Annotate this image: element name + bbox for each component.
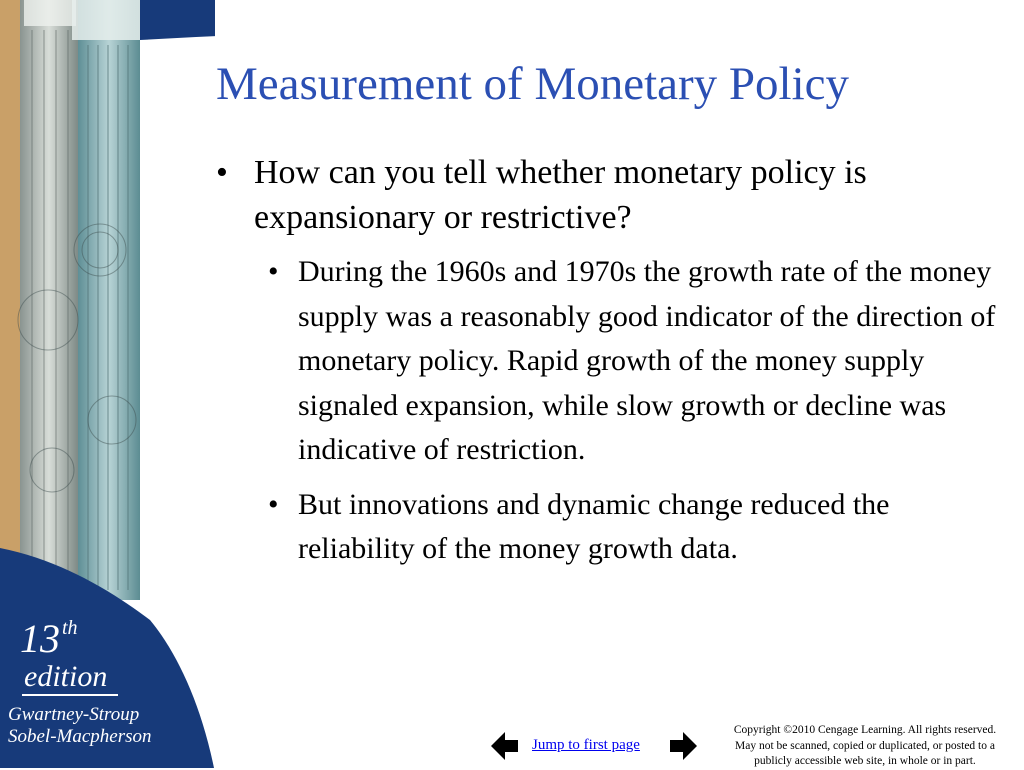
sub-bullet-list xyxy=(266,250,1006,572)
edition-badge xyxy=(20,606,107,693)
bullet-text: How can you tell whether monetary policy is expansionary or restrictive? xyxy=(254,154,867,236)
copyright-line-1: Copyright ©2010 Cengage Learning. All rights reserved. xyxy=(733,724,997,736)
sub-bullet-text: But innovations and dynamic change reduced the reliability of the money growth data. xyxy=(298,487,890,565)
authors-line-2: Sobel-Macpherson xyxy=(8,726,152,747)
arrow-left-icon[interactable] xyxy=(491,731,519,761)
authors-line-1: Gwartney-Stroup xyxy=(8,704,140,725)
arrow-right-icon[interactable] xyxy=(669,731,697,761)
sub-bullet-item xyxy=(266,250,1006,473)
edition-number xyxy=(20,606,107,661)
slide-body xyxy=(216,150,1006,582)
bullet-glyph: • xyxy=(216,154,228,191)
edition-number-text: 13 xyxy=(20,616,60,661)
sub-bullet-glyph: • xyxy=(268,487,279,521)
copyright-line-3: publicly accessible web site, in whole or in part. xyxy=(754,755,976,767)
copyright-line-2: May not be scanned, copied or duplicated, or posted to a xyxy=(735,739,995,752)
sub-bullet-item xyxy=(266,483,1006,572)
arrow-right-glyph xyxy=(669,731,697,761)
edition-word: edition xyxy=(24,660,108,693)
edition-divider xyxy=(22,694,118,696)
arrow-left-glyph xyxy=(491,731,519,761)
edition-suffix: th xyxy=(62,617,78,639)
sub-bullet-glyph: • xyxy=(268,255,279,288)
copyright-notice xyxy=(712,723,1018,770)
jump-to-first-page-link[interactable]: Jump to first page xyxy=(532,737,640,753)
authors xyxy=(8,704,152,748)
bullet-item xyxy=(216,150,1006,240)
slide-title: Measurement of Monetary Policy xyxy=(216,58,850,110)
sub-bullet-text: During the 1960s and 1970s the growth rate of the money supply was a reasonably good indicator of the direction of monetary policy. Rapid growth of the money supply signaled expansion, while slow growth or decline was indicative of restriction. xyxy=(298,255,996,466)
